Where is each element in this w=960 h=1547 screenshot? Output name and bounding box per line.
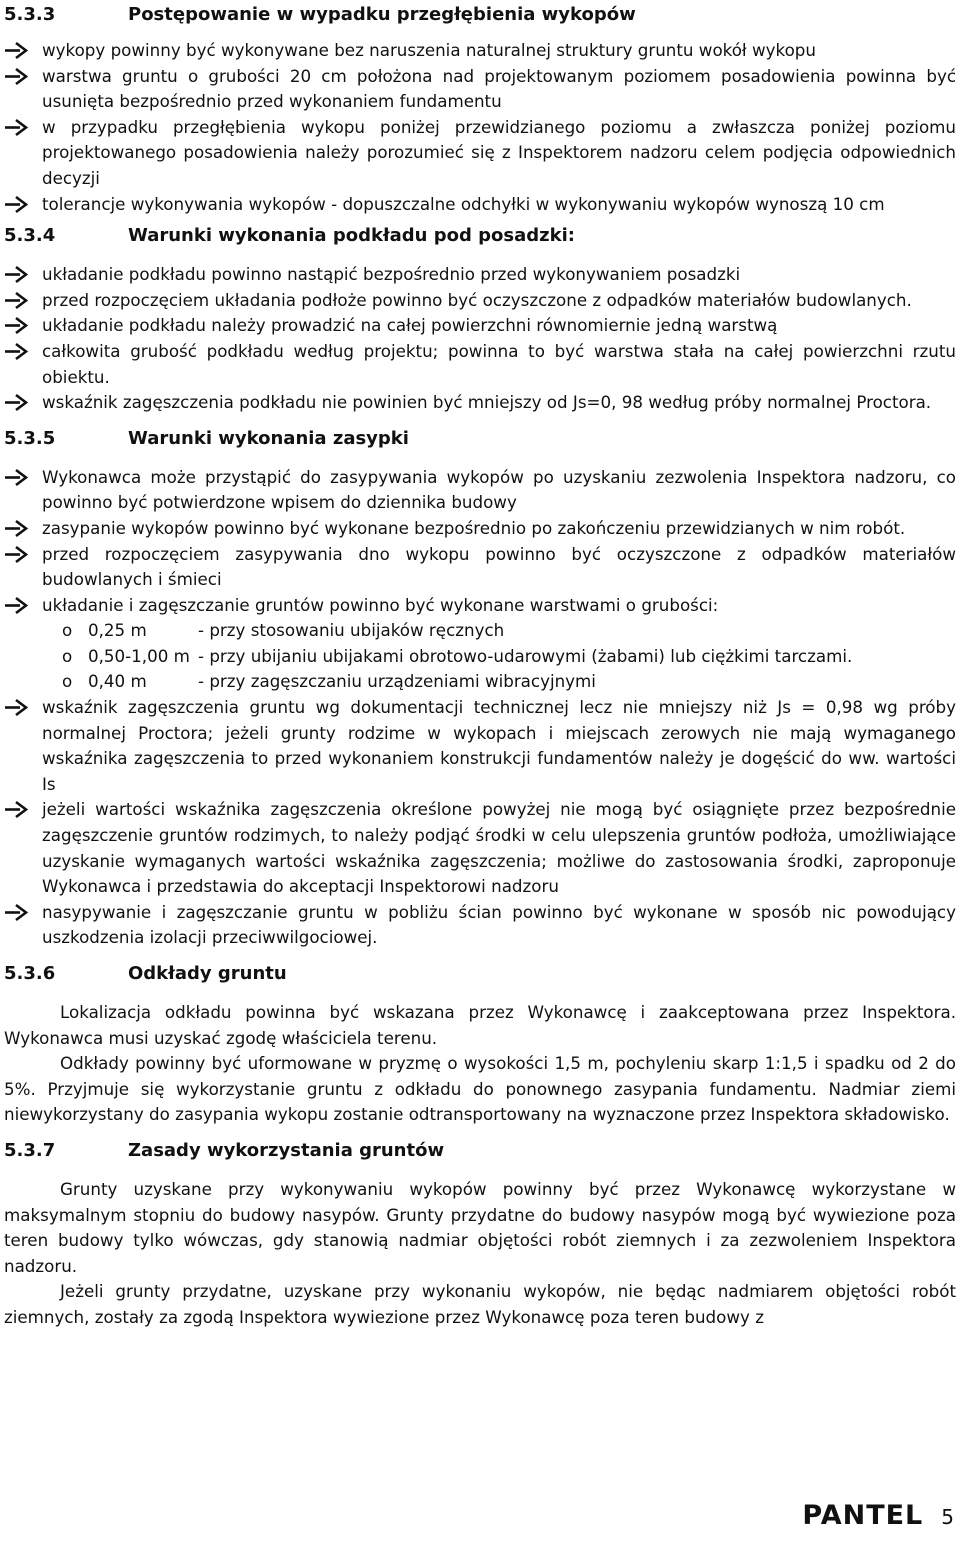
list-item: układanie podkładu należy prowadzić na całej powierzchni równomiernie jedną warstwą	[4, 313, 956, 339]
list-item: tolerancje wykonywania wykopów - dopuszczalne odchyłki w wykonywaniu wykopów wynoszą 10 cm	[4, 192, 956, 218]
arrow-right-icon	[4, 545, 30, 564]
list-item: przed rozpoczęciem zasypywania dno wykopu powinno być oczyszczone z odpadków materiałów budowlanych i śmieci	[4, 542, 956, 593]
page-footer	[802, 1500, 954, 1531]
list-item: Wykonawca może przystąpić do zasypywania wykopów po uzyskaniu zezwolenia Inspektora nadzoru, co powinno być potwierdzone wpisem do dziennika budowy	[4, 465, 956, 516]
arrow-right-icon	[4, 468, 30, 487]
section-title: Postępowanie w wypadku przegłębienia wykopów	[128, 4, 636, 25]
bullet-list	[4, 465, 956, 619]
paragraph: Odkłady powinny być uformowane w pryzmę o wysokości 1,5 m, pochyleniu skarp 1:1,5 i spadku od 2 do 5%. Przyjmuje się wykorzystanie gruntu z odkładu do ponownego zasypania fundamentu. Nadmiar ziemi niewykorzystany do zasypania wykopu zostanie odtransportowany na wyznaczone przez Inspektora składowisko.	[4, 1053, 956, 1125]
section-5-3-4	[4, 223, 956, 416]
arrow-right-icon	[4, 67, 30, 86]
arrow-right-icon	[4, 342, 30, 361]
list-item: przed rozpoczęciem układania podłoże powinno być oczyszczone z odpadków materiałów budowlanych.	[4, 288, 956, 314]
section-number: 5.3.3	[4, 4, 56, 25]
section-number: 5.3.5	[4, 427, 56, 449]
section-number: 5.3.4	[4, 225, 56, 247]
arrow-right-icon	[4, 903, 30, 922]
section-heading	[4, 2, 956, 27]
list-item: układanie podkładu powinno nastąpić bezpośrednio przed wykonywaniem posadzki	[4, 262, 956, 288]
paragraph: Lokalizacja odkładu powinna być wskazana przez Wykonawcę i zaakceptowana przez Inspektora. Wykonawca musi uzyskać zgodę właściciela terenu.	[4, 1002, 956, 1048]
bullet-list	[4, 695, 956, 951]
arrow-right-icon	[4, 195, 30, 214]
list-item: zasypanie wykopów powinno być wykonane bezpośrednio po zakończeniu przewidzianych w nim robót.	[4, 516, 956, 542]
page-number: 5	[941, 1505, 954, 1529]
section-5-3-5	[4, 426, 956, 951]
list-item: całkowita grubość podkładu według projektu; powinna to być warstwa stała na całej powierzchni rzutu obiektu.	[4, 339, 956, 390]
section-heading	[4, 961, 956, 986]
section-number: 5.3.6	[4, 963, 56, 984]
section-5-3-7	[4, 1138, 956, 1331]
section-5-3-3	[4, 2, 956, 217]
arrow-right-icon	[4, 596, 30, 615]
list-item: nasypywanie i zagęszczanie gruntu w pobliżu ścian powinno być wykonane w sposób nic powodujący uszkodzenia izolacji przeciwwilgociowej.	[4, 900, 956, 951]
list-item: wskaźnik zagęszczenia podkładu nie powinien być mniejszy od Js=0, 98 według próby normalnej Proctora.	[4, 390, 956, 416]
paragraph: Jeżeli grunty przydatne, uzyskane przy wykonaniu wykopów, nie będąc nadmiarem objętości robót ziemnych, zostały za zgodą Inspektora wywiezione przez Wykonawcę poza teren budowy z	[4, 1281, 956, 1327]
section-title: Odkłady gruntu	[128, 963, 287, 984]
sub-list-item: o 0,40 m - przy zagęszczaniu urządzeniami wibracyjnymi	[4, 669, 956, 695]
bullet-list	[4, 262, 956, 416]
arrow-right-icon	[4, 393, 30, 412]
document-page	[4, 0, 956, 1331]
circle-bullet-icon: o	[62, 620, 73, 641]
sub-list	[4, 618, 956, 695]
arrow-right-icon	[4, 316, 30, 335]
sub-list-item: o 0,50-1,00 m - przy ubijaniu ubijakami obrotowo-udarowymi (żabami) lub ciężkimi tarczami.	[4, 644, 956, 670]
arrow-right-icon	[4, 698, 30, 717]
list-item: układanie i zagęszczanie gruntów powinno być wykonane warstwami o grubości:	[4, 593, 956, 619]
section-title: Warunki wykonania zasypki	[128, 427, 409, 449]
section-number: 5.3.7	[4, 1139, 56, 1161]
section-heading	[4, 223, 956, 248]
bullet-list	[4, 38, 956, 217]
arrow-right-icon	[4, 41, 30, 60]
section-title: Zasady wykorzystania gruntów	[128, 1139, 445, 1161]
circle-bullet-icon: o	[62, 671, 73, 692]
arrow-right-icon	[4, 265, 30, 284]
arrow-right-icon	[4, 118, 30, 137]
list-item: jeżeli wartości wskaźnika zagęszczenia określone powyżej nie mogą być osiągnięte przez bezpośrednie zagęszczenie gruntów rodzimych, to należy podjąć środki w celu ulepszenia gruntów podłoża, umożliwiające uzyskanie wymaganych wartości wskaźnika zagęszczenia; możliwe do zastosowania środki, zaproponuje Wykonawca i przedstawia do akceptacji Inspektorowi nadzoru	[4, 797, 956, 899]
sub-list-item: o 0,25 m - przy stosowaniu ubijaków ręcznych	[4, 618, 956, 644]
list-item: warstwa gruntu o grubości 20 cm położona nad projektowanym poziomem posadowienia powinna być usunięta bezpośrednio przed wykonaniem fundamentu	[4, 64, 956, 115]
section-heading	[4, 1138, 956, 1163]
paragraph: Grunty uzyskane przy wykonywaniu wykopów powinny być przez Wykonawcę wykorzystane w maksymalnym stopniu do budowy nasypów. Grunty przydatne do budowy nasypów mogą być wywiezione poza teren budowy tylko wówczas, gdy stanowią nadmiar objętości robót ziemnych i za zezwoleniem Inspektora nadzoru.	[4, 1178, 956, 1276]
list-item: wskaźnik zagęszczenia gruntu wg dokumentacji technicznej lecz nie mniejszy niż Js = 0,98 wg próby normalnej Proctora; jeżeli grunty rodzime w wykopach i miejscach zerowych nie mają wymaganego wskaźnika zagęszczenia to przed wykonaniem konstrukcji fundamentów należy je dogęścić do ww. wartości Is	[4, 695, 956, 797]
arrow-right-icon	[4, 291, 30, 310]
arrow-right-icon	[4, 519, 30, 538]
footer-brand: PANTEL	[802, 1500, 924, 1531]
arrow-right-icon	[4, 800, 30, 819]
circle-bullet-icon: o	[62, 645, 73, 666]
section-title: Warunki wykonania podkładu pod posadzki:	[128, 225, 575, 247]
section-5-3-6	[4, 961, 956, 1128]
list-item: w przypadku przegłębienia wykopu poniżej przewidzianego poziomu a zwłaszcza poniżej poziomu projektowanego posadowienia należy porozumieć się z Inspektorem nadzoru celem podjęcia odpowiednich decyzji	[4, 115, 956, 192]
list-item: wykopy powinny być wykonywane bez naruszenia naturalnej struktury gruntu wokół wykopu	[4, 38, 956, 64]
section-heading	[4, 426, 956, 451]
